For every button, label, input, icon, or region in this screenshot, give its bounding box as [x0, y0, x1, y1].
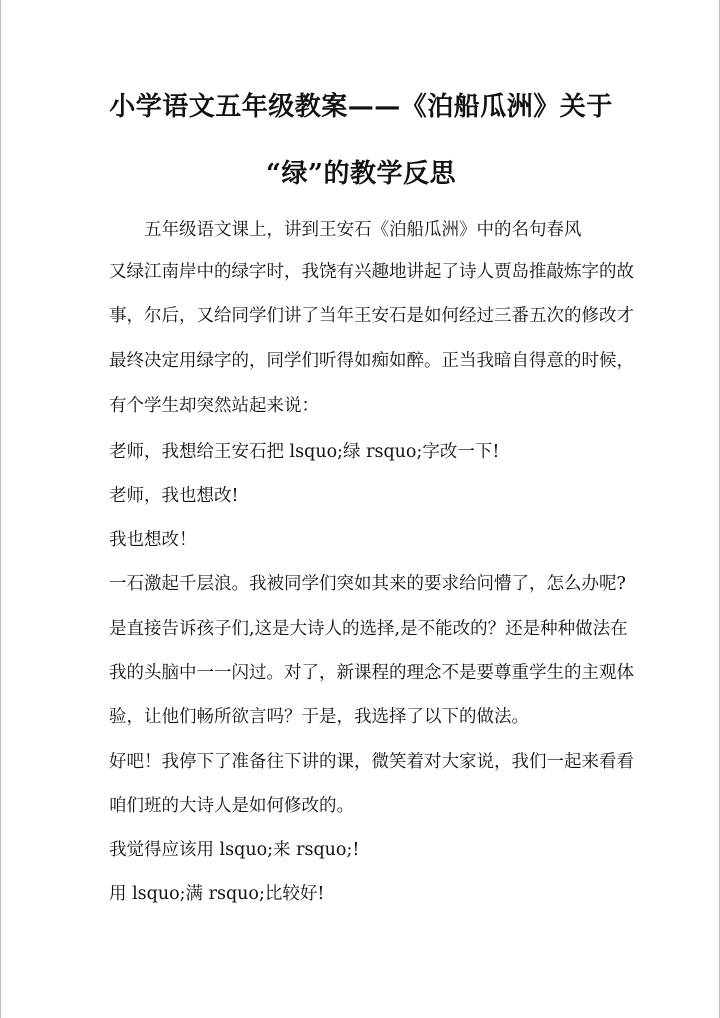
- document-title-line-1: 小学语文五年级教案——《泊船瓜洲》关于: [109, 92, 613, 122]
- paragraph-line: 验，让他们畅所欲言吗？于是，我选择了以下的做法。: [109, 707, 529, 727]
- paragraph-line: 咱们班的大诗人是如何修改的。: [109, 796, 354, 816]
- paragraph-line: 五年级语文课上，讲到王安石《泊船瓜洲》中的名句春风: [109, 220, 582, 240]
- paragraph-line: 老师，我想给王安石把 lsquo;绿 rsquo;字改一下!: [109, 442, 500, 462]
- paragraph-line: 好吧！我停下了准备往下讲的课，微笑着对大家说，我们一起来看看: [109, 752, 634, 772]
- paragraph-line: 我也想改！: [109, 530, 197, 550]
- paragraph-line: 我觉得应该用 lsquo;来 rsquo;!: [109, 840, 360, 860]
- paragraph-line: 一石激起千层浪。我被同学们突如其来的要求给问懵了，怎么办呢?: [109, 574, 626, 594]
- document-title-line-2: “绿”的教学反思: [266, 159, 456, 189]
- paragraph-line: 用 lsquo;满 rsquo;比较好!: [109, 884, 325, 904]
- paragraph-line: 最终决定用绿字的，同学们听得如痴如醉。正当我暗自得意的时候，: [109, 351, 634, 371]
- paragraph-line: 是直接告诉孩子们,这是大诗人的选择,是不能改的？还是种种做法在: [109, 619, 628, 639]
- paragraph-line: 又绿江南岸中的绿字时，我饶有兴趣地讲起了诗人贾岛推敲炼字的故: [109, 262, 634, 282]
- paragraph-line: 有个学生却突然站起来说：: [109, 396, 319, 416]
- paragraph-line: 事，尔后，又给同学们讲了当年王安石是如何经过三番五次的修改才: [109, 306, 634, 326]
- paragraph-line: 我的头脑中一一闪过。对了，新课程的理念不是要尊重学生的主观体: [109, 663, 634, 683]
- paragraph-line: 老师，我也想改!: [109, 486, 239, 506]
